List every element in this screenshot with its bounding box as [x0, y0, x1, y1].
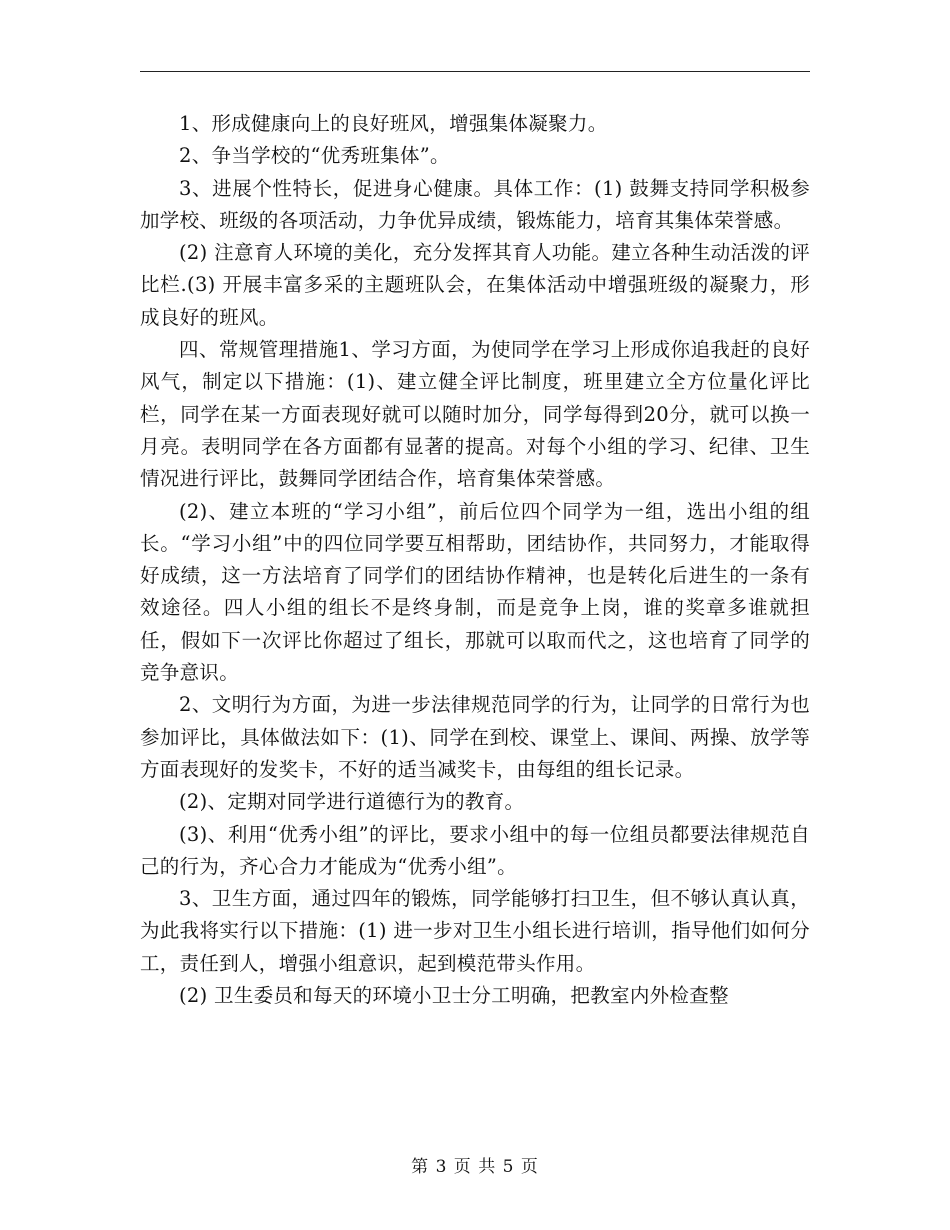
paragraph-7: 2、文明行为方面，为进一步法律规范同学的行为，让同学的日常行为也参加评比，具体做法如下：(1)、同学在到校、课堂上、课间、两操、放学等方面表现好的发奖卡，不好的适当减奖卡，由每组的组长记录。 [140, 693, 810, 781]
paragraph-9: (3)、利用“优秀小组”的评比，要求小组中的每一位组员都要法律规范自己的行为，齐心合力才能成为“优秀小组”。 [140, 822, 810, 878]
paragraph-4: (2) 注意育人环境的美化，充分发挥其育人功能。建立各种生动活泼的评比栏.(3) 开展丰富多采的主题班队会，在集体活动中增强班级的凝聚力，形成良好的班风。 [140, 241, 810, 329]
page-footer [0, 1152, 950, 1177]
paragraph-2: 2、争当学校的“优秀班集体”。 [179, 144, 450, 168]
header-rule [140, 71, 810, 72]
paragraph-1: 1、形成健康向上的良好班风，增强集体凝聚力。 [179, 112, 608, 135]
paragraph-10: 3、卫生方面，通过四年的锻炼，同学能够打扫卫生，但不够认真认真，为此我将实行以下措施：(1) 进一步对卫生小组长进行培训，指导他们如何分工，责任到人，增强小组意识，起到模范带头作用。 [140, 887, 810, 975]
paragraph-6: (2)、建立本班的“学习小组”，前后位四个同学为一组，选出小组的组长。“学习小组”中的四位同学要互相帮助，团结协作，共同努力，才能取得好成绩，这一方法培育了同学们的团结协作精神，也是转化后进生的一条有效途径。四人小组的组长不是终身制，而是竞争上岗，谁的奖章多谁就担任，假如下一次评比你超过了组长，那就可以取而代之，这也培育了同学的竞争意识。 [140, 499, 810, 685]
paragraph-8: (2)、定期对同学进行道德行为的教育。 [179, 790, 525, 814]
paragraph-5: 四、常规管理措施1、学习方面，为使同学在学习上形成你追我赶的良好风气，制定以下措施：(1)、建立健全评比制度，班里建立全方位量化评比栏，同学在某一方面表现好就可以随时加分，同学每得到20分，就可以换一月亮。表明同学在各方面都有显著的提高。对每个小组的学习、纪律、卫生情况进行评比，鼓舞同学团结合作，培育集体荣誉感。 [140, 338, 810, 491]
page-number-label: 第 3 页 共 5 页 [411, 1157, 539, 1177]
paragraph-11: (2) 卫生委员和每天的环境小卫士分工明确，把教室内外检查整 [179, 984, 729, 1008]
document-body [140, 108, 810, 1012]
paragraph-3: 3、进展个性特长，促进身心健康。具体工作：(1) 鼓舞支持同学积极参加学校、班级的各项活动，力争优异成绩，锻炼能力，培育其集体荣誉感。 [140, 176, 810, 232]
